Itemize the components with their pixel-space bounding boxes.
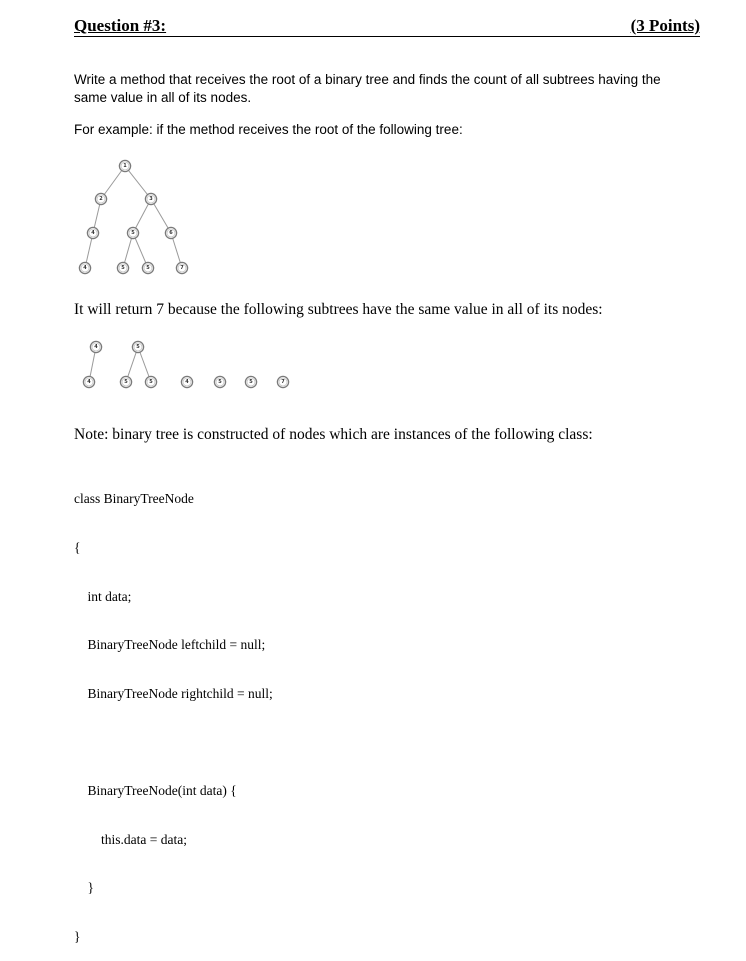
code-line: class BinaryTreeNode (74, 491, 194, 507)
subtree-node (145, 376, 156, 387)
tree-node-label: 5 (249, 379, 253, 385)
question-points: (3 Points) (630, 16, 700, 35)
tree-node (145, 193, 156, 204)
code-line: } (74, 880, 94, 896)
subtree-node (214, 376, 225, 387)
subtree-node (181, 376, 192, 387)
code-line (74, 734, 273, 750)
tree-node-label: 7 (180, 265, 184, 271)
tree-node-label: 1 (123, 163, 127, 169)
subtree-node (90, 341, 101, 352)
code-line: { (74, 540, 81, 555)
code-line: BinaryTreeNode leftchild = null; (74, 637, 266, 653)
tree-node-label: 4 (87, 379, 91, 385)
code-block (74, 459, 273, 961)
code-line: this.data = data; (74, 831, 187, 847)
tree-node (95, 193, 106, 204)
intro-paragraph: Write a method that receives the root of a binary tree and finds the count of all subtrees having the same value in all of its nodes. (74, 72, 661, 105)
tree-node-label: 4 (94, 344, 98, 350)
edge-1-3 (125, 166, 151, 199)
code-line: int data; (74, 588, 132, 604)
tree-node (142, 262, 153, 273)
subtree-node (132, 341, 143, 352)
subtree-node (245, 376, 256, 387)
result-paragraph: It will return 7 because the following subtrees have the same value in all of its nodes: (74, 301, 603, 318)
tree-node-label: 6 (169, 230, 173, 236)
example-tree-edges (85, 166, 182, 268)
subtree-node (277, 376, 288, 387)
tree-node-label: 2 (99, 196, 103, 202)
subtree-node (120, 376, 131, 387)
subtree-node (83, 376, 94, 387)
tree-node-label: 5 (124, 379, 128, 385)
question-title: Question #3: (74, 16, 167, 35)
example-intro: For example: if the method receives the root of the following tree: (74, 122, 463, 137)
code-line: } (74, 928, 81, 944)
tree-node-label: 5 (218, 379, 222, 385)
tree-node (119, 160, 130, 171)
tree-node (117, 262, 128, 273)
tree-node-label: 5 (146, 265, 150, 271)
tree-node (176, 262, 187, 273)
tree-node-label: 5 (131, 230, 135, 236)
code-line: BinaryTreeNode(int data) { (74, 782, 237, 798)
tree-node (79, 262, 90, 273)
tree-node (127, 227, 138, 238)
tree-node (165, 227, 176, 238)
tree-node-label: 7 (281, 379, 285, 385)
note-paragraph: Note: binary tree is constructed of nodes which are instances of the following class: (74, 426, 593, 443)
tree-node-label: 5 (136, 344, 140, 350)
tree-node (87, 227, 98, 238)
tree-node-label: 4 (185, 379, 189, 385)
code-line: BinaryTreeNode rightchild = null; (74, 685, 273, 701)
tree-node-label: 4 (91, 230, 95, 236)
tree-node-label: 5 (121, 265, 125, 271)
tree-node-label: 3 (149, 196, 153, 202)
tree-node-label: 4 (83, 265, 87, 271)
tree-node-label: 5 (149, 379, 153, 385)
